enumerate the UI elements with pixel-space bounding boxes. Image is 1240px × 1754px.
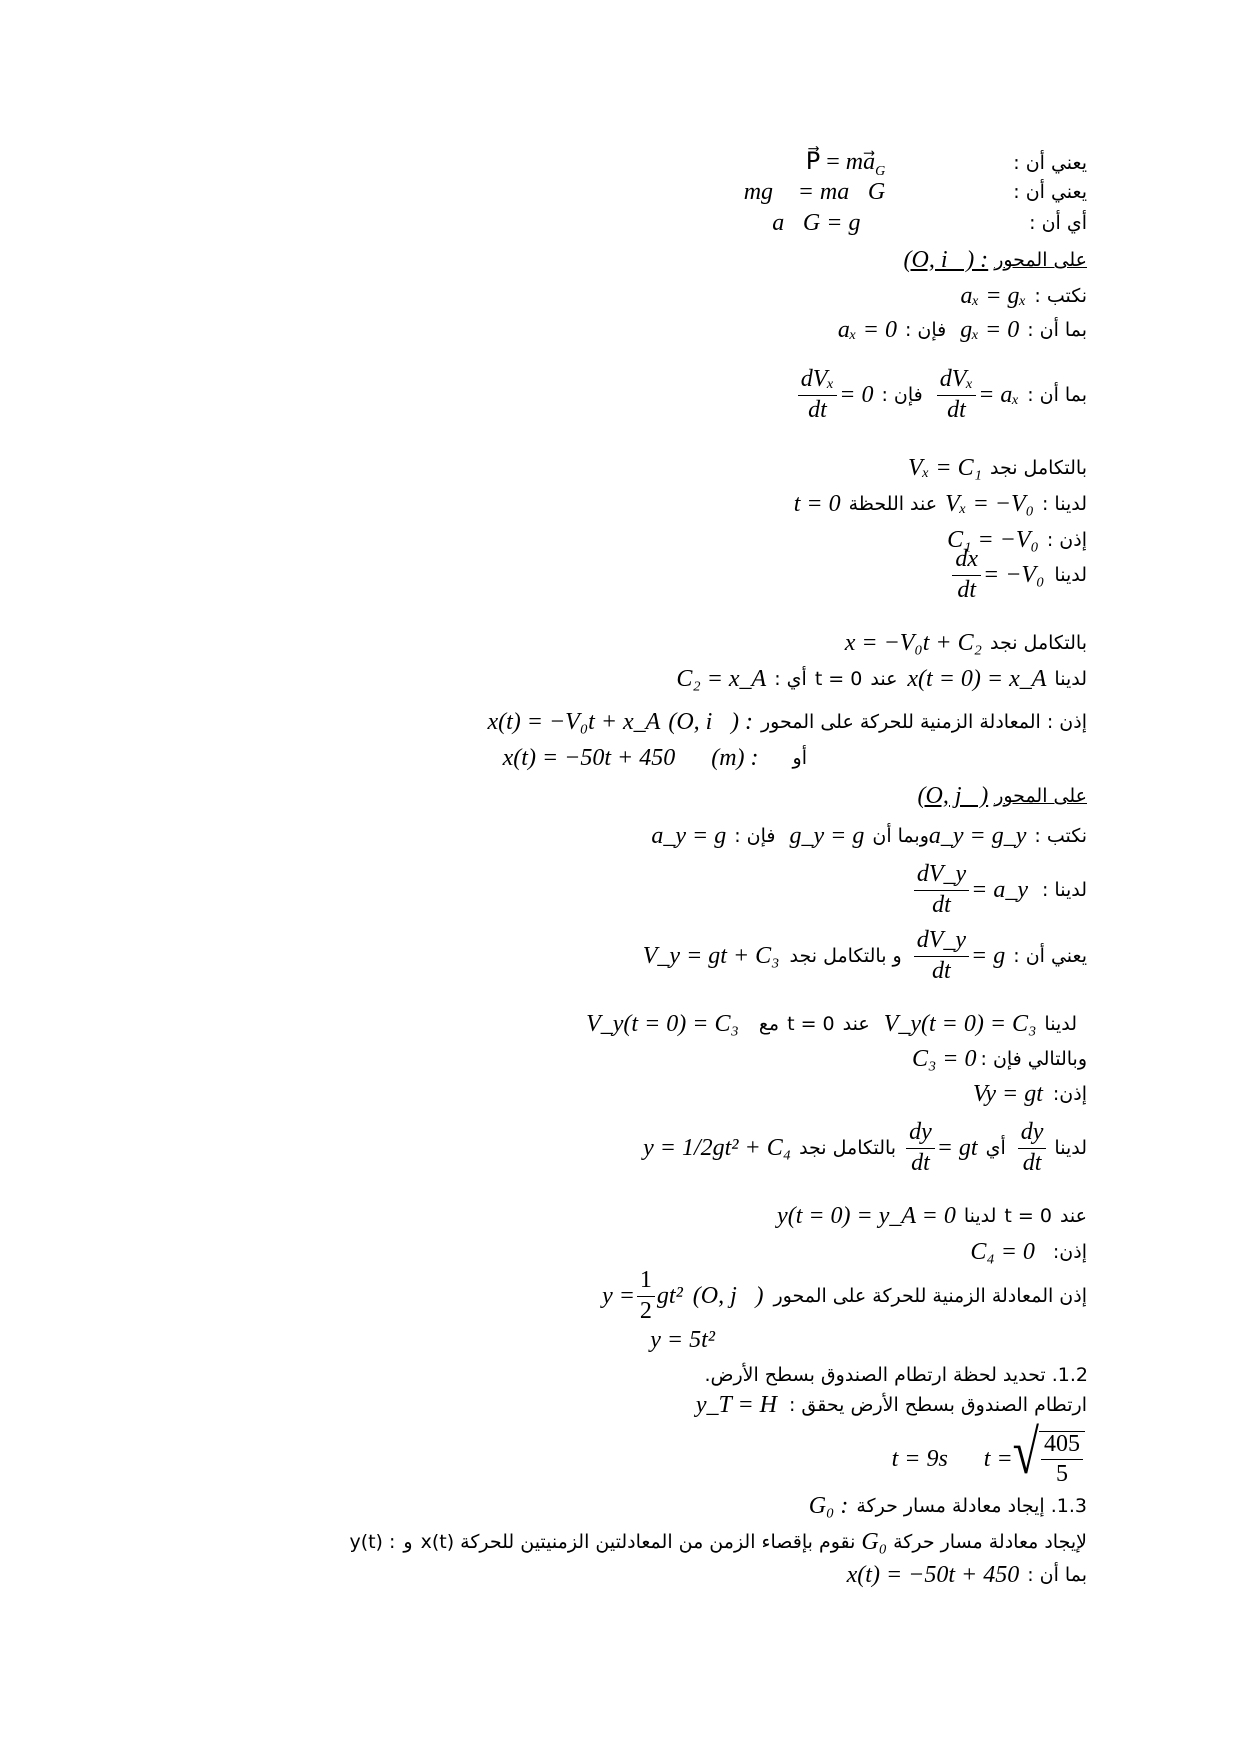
ar-text: لدينا bbox=[963, 1205, 997, 1227]
eq-line-xt-numeric bbox=[503, 738, 807, 778]
ar-text: نكتب : bbox=[1034, 825, 1087, 847]
eq-line-vy-c3 bbox=[586, 1004, 1077, 1044]
ar-text: عند bbox=[842, 1013, 870, 1035]
ar-text: أو bbox=[792, 747, 807, 769]
ar-text: إذن: bbox=[1052, 1241, 1087, 1263]
math-expr: V_y(t = 0) = C₃ bbox=[586, 1010, 739, 1037]
math-expr: aₓ = 0 bbox=[837, 316, 897, 343]
math-expr: t = 9s bbox=[891, 1445, 948, 1472]
ar-text: بما أن : bbox=[1027, 384, 1087, 406]
math-expr: P⃗ = $ma_G$ bbox=[805, 148, 886, 179]
math-expr: y = 1/2gt² + C₄ bbox=[643, 1134, 792, 1161]
ar-text: بما أن : bbox=[1027, 319, 1087, 341]
math-expr: gt² bbox=[656, 1282, 683, 1309]
eq-line-y-5t2 bbox=[650, 1320, 715, 1360]
math-expr: x(t = 0) = x_A bbox=[907, 665, 1047, 692]
ar-text: أي : bbox=[774, 668, 807, 690]
math-expr: y = 5t² bbox=[650, 1326, 715, 1353]
eq-line-ag bbox=[772, 203, 1087, 243]
ar-text: وبالتالي فإن : bbox=[980, 1048, 1087, 1070]
ar-text: إذن: bbox=[1052, 1083, 1087, 1105]
math-expr: y_T = H bbox=[695, 1391, 777, 1418]
math-expr: x(t) = −50t + 450 bbox=[502, 744, 676, 771]
eq-line-vy bbox=[643, 926, 1087, 986]
ar-text: عند اللحظة bbox=[848, 493, 938, 515]
fraction-dvy-dt: $\frac{dV\_y}{dt}$ bbox=[914, 862, 969, 917]
math-expr: C₃ = 0 bbox=[911, 1045, 977, 1072]
math-expr: = gt bbox=[936, 1134, 978, 1161]
ar-text: لدينا : bbox=[1041, 879, 1087, 901]
math-expr: g_y = g bbox=[789, 822, 865, 849]
sqrt-expression: √ $\frac{405}{5}$ bbox=[1013, 1431, 1085, 1487]
math-expr: mg⃗ = ma⃗G bbox=[743, 178, 886, 205]
ar-text: لدينا bbox=[1044, 1013, 1077, 1035]
eq-line-t-sqrt bbox=[891, 1418, 1085, 1494]
eq-line-vx-v0 bbox=[794, 484, 1087, 524]
eq-line-yt bbox=[602, 1266, 1087, 1326]
math-expr: y(t = 0) = y_A = 0 bbox=[777, 1202, 956, 1229]
ar-text: وبما أن bbox=[872, 825, 929, 847]
math-expr: a_y = g_y bbox=[928, 822, 1027, 849]
eq-line-c3 bbox=[912, 1039, 1087, 1079]
fraction-dy-dt: $\frac{dy}{dt}$ bbox=[906, 1120, 935, 1175]
math-expr: (O, i⃗) : bbox=[668, 708, 753, 735]
ar-text: و بالتكامل نجد bbox=[789, 945, 902, 967]
eq-line-dvx bbox=[796, 365, 1087, 425]
math-expr: = a_y bbox=[971, 876, 1028, 903]
ar-text: إذن المعادلة الزمنية للحركة على المحور bbox=[773, 1285, 1087, 1307]
math-expr: Vₓ = C₁ bbox=[907, 454, 982, 481]
math-expr: C₄ = 0 bbox=[970, 1238, 1035, 1265]
math-expr: Vy = gt bbox=[972, 1080, 1043, 1107]
ar-text: فإن : bbox=[881, 384, 923, 406]
math-expr: t = 0 bbox=[787, 1013, 835, 1035]
eq-line-c2 bbox=[676, 659, 1087, 699]
ar-text: بما أن : bbox=[1027, 1564, 1087, 1586]
ar-text: أي أن : bbox=[1029, 212, 1087, 234]
math-expr: (m) : bbox=[711, 744, 759, 771]
eq-line-y0 bbox=[777, 1196, 1087, 1236]
axis-j-heading bbox=[918, 776, 1087, 816]
math-expr: x = −V₀t + C₂ bbox=[844, 629, 982, 656]
math-expr: t = 0 bbox=[1004, 1205, 1052, 1227]
math-expr: = aₓ bbox=[978, 381, 1020, 408]
math-expr: C₁ = −V₀ bbox=[947, 526, 1039, 553]
fraction-dvx-dt: $\frac{\text{dVₓ}}{dt}$ bbox=[937, 367, 976, 422]
math-expr: V_y(t = 0) = C₃ bbox=[883, 1010, 1037, 1037]
eq-line-dxdt bbox=[950, 545, 1087, 605]
math-expr: V_y = gt + C₃ bbox=[642, 942, 780, 969]
math-expr: y = bbox=[602, 1282, 635, 1309]
ar-text: فإن : bbox=[734, 825, 776, 847]
math-expr: (O, j⃗) bbox=[917, 782, 989, 809]
ar-text: لدينا bbox=[1054, 564, 1087, 586]
ar-text: على المحور bbox=[994, 785, 1087, 807]
eq-line-vy-gt bbox=[973, 1074, 1087, 1114]
ar-text: مع bbox=[758, 1013, 780, 1035]
math-expr: a_y = g bbox=[651, 822, 727, 849]
fraction-half: $\frac{1}{2}$ bbox=[637, 1268, 655, 1323]
ar-text: على المحور bbox=[994, 249, 1087, 271]
ar-text: إذن : bbox=[1046, 529, 1087, 551]
eq-line-x-c2 bbox=[845, 623, 1087, 663]
ar-text: ارتطام الصندوق بسطح الأرض يحقق : bbox=[788, 1394, 1087, 1416]
math-expr: gₓ = 0 bbox=[960, 316, 1020, 343]
ar-text: 1.3. إيجاد معادلة مسار حركة bbox=[856, 1495, 1087, 1517]
ar-text: لإيجاد معادلة مسار حركة bbox=[893, 1531, 1087, 1553]
ar-text: نكتب : bbox=[1034, 285, 1087, 307]
ar-text: بالتكامل نجد bbox=[799, 1137, 897, 1159]
math-expr: x(t) = −50t + 450 bbox=[846, 1561, 1020, 1588]
math-expr: (O, i⃗) : bbox=[903, 246, 989, 273]
ar-text: لدينا bbox=[1054, 668, 1087, 690]
math-expr: = 0 bbox=[839, 381, 874, 408]
ar-text: يعني أن : bbox=[1013, 181, 1087, 203]
ar-text: فإن : bbox=[904, 319, 947, 341]
ar-text: يعني أن : bbox=[1013, 945, 1087, 967]
ar-text: لدينا bbox=[1054, 1137, 1087, 1159]
math-expr: (O, j⃗) bbox=[692, 1282, 764, 1309]
math-expr: x(t) = −V₀t + x_A bbox=[487, 708, 661, 735]
math-expr: G₀ bbox=[861, 1528, 888, 1555]
eq-line-ay bbox=[651, 816, 1087, 856]
math-expr: x(t) bbox=[420, 1531, 455, 1553]
ar-text: لدينا : bbox=[1041, 493, 1087, 515]
ar-text: و bbox=[403, 1531, 413, 1553]
math-expr: aₓ = gₓ bbox=[960, 282, 1027, 309]
ar-text: إذن : المعادلة الزمنية للحركة على المحور bbox=[761, 711, 1087, 733]
fraction-dvx-dt: $\frac{\text{dVₓ}}{dt}$ bbox=[798, 367, 837, 422]
math-expr: = −V₀ bbox=[983, 561, 1045, 588]
math-expr: t = 0 bbox=[814, 668, 863, 690]
ar-text: أي bbox=[985, 1137, 1006, 1159]
math-expr: y(t) : bbox=[349, 1531, 396, 1553]
fraction-dy-dt: $\frac{dy}{dt}$ bbox=[1018, 1120, 1047, 1175]
ar-text: عند bbox=[870, 668, 898, 690]
fraction-dvy-dt: $\frac{dV\_y}{dt}$ bbox=[914, 928, 969, 983]
ar-text: 1.2. تحديد لحظة ارتطام الصندوق بسطح الأرض. bbox=[704, 1364, 1088, 1386]
ar-text: نقوم بإقصاء الزمن من المعادلتين الزمنيتين للحركة bbox=[460, 1531, 856, 1553]
ar-text: بالتكامل نجد bbox=[989, 457, 1087, 479]
ar-text: يعني أن : bbox=[1013, 152, 1087, 174]
eq-line-xt-again bbox=[847, 1555, 1087, 1595]
ar-text: بالتكامل نجد bbox=[989, 632, 1087, 654]
math-expr: = g bbox=[971, 942, 1006, 969]
math-expr: C₂ = x_A bbox=[676, 665, 767, 692]
math-expr: G₀ : bbox=[808, 1492, 849, 1519]
section-heading-1-3 bbox=[809, 1486, 1087, 1526]
eq-line-dydt bbox=[643, 1118, 1087, 1178]
math-expr: a⃗G = g⃗ bbox=[772, 209, 880, 236]
eq-line-dvy bbox=[912, 860, 1087, 920]
eq-line-gx bbox=[838, 310, 1087, 350]
eq-line-vx-c1 bbox=[908, 448, 1087, 488]
axis-i-heading bbox=[904, 240, 1087, 280]
math-expr: t = 0 bbox=[793, 490, 841, 517]
math-expr: t = bbox=[983, 1445, 1013, 1472]
eq-line-xt bbox=[487, 702, 1087, 742]
math-expr: Vₓ = −V₀ bbox=[945, 490, 1034, 517]
ar-text: عند bbox=[1059, 1205, 1087, 1227]
fraction-dx-dt: $\frac{dx}{dt}$ bbox=[952, 547, 981, 602]
